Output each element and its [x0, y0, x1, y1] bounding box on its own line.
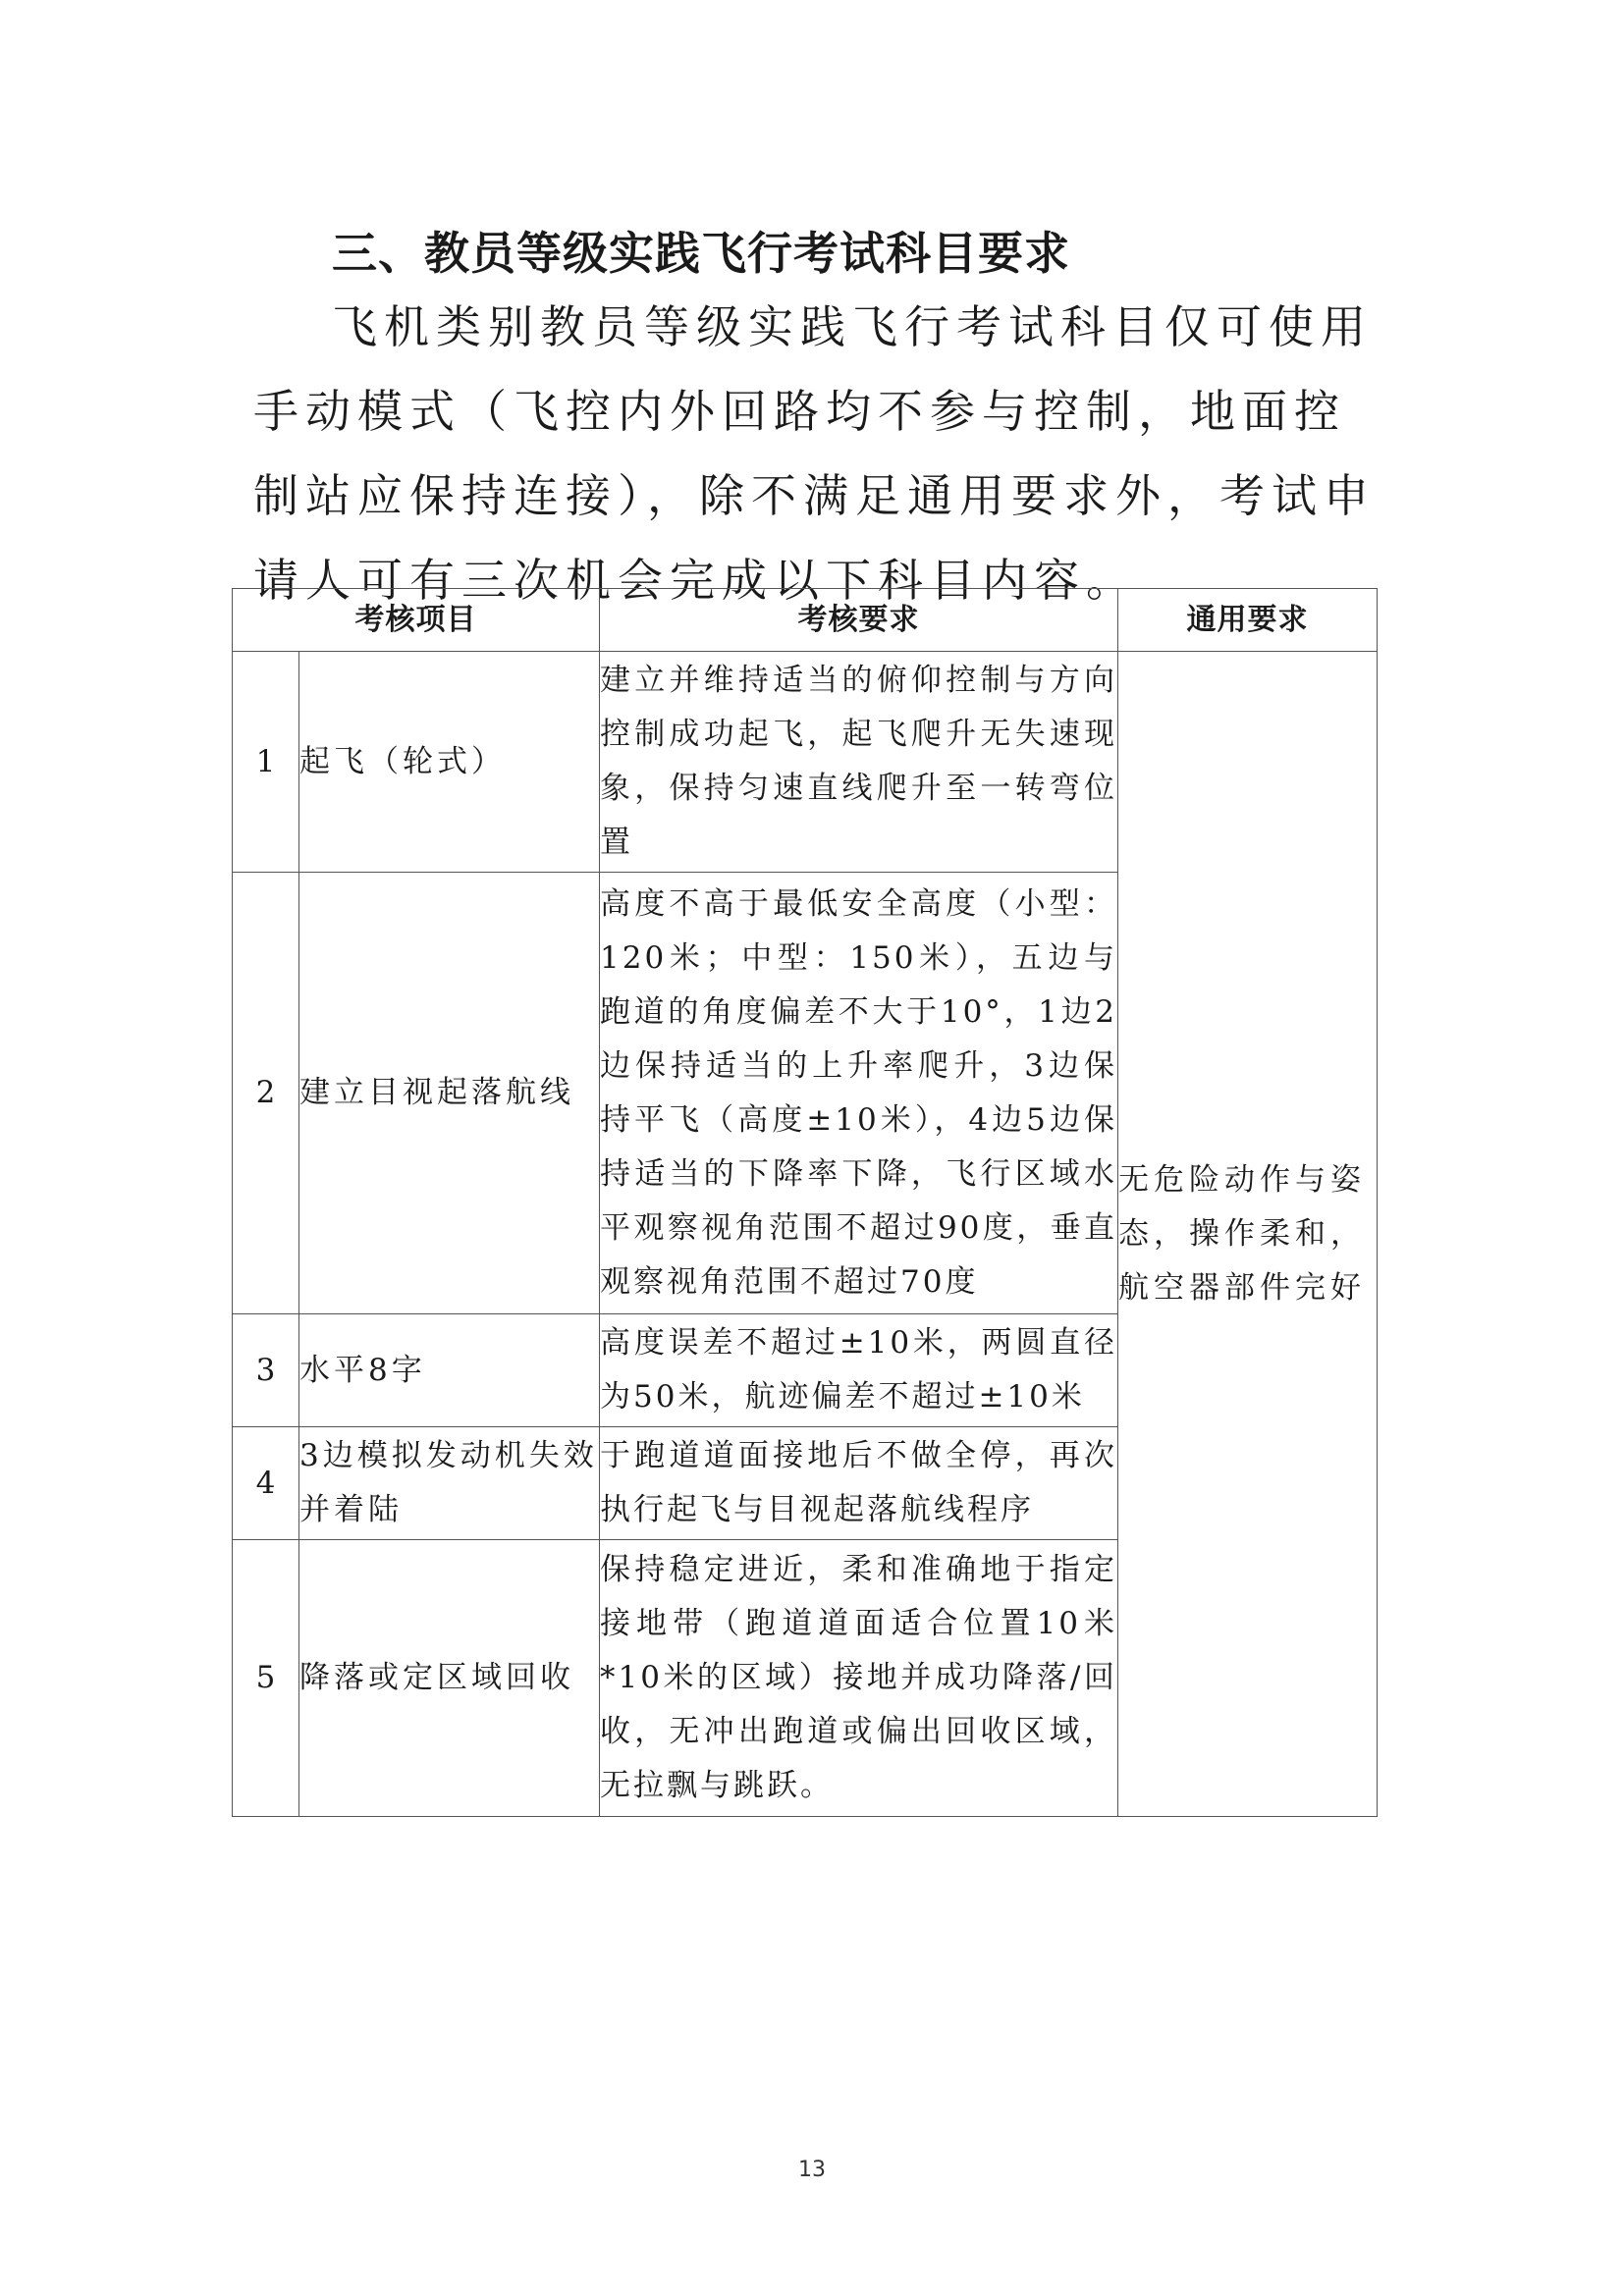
row-requirement: 建立并维持适当的俯仰控制与方向控制成功起飞，起飞爬升无失速现象，保持匀速直线爬升至一转弯位置: [600, 652, 1118, 873]
row-number: 5: [233, 1540, 299, 1817]
intro-paragraph-text: 飞机类别教员等级实践飞行考试科目仅可使用手动模式（飞控内外回路均不参与控制，地面控制站应保持连接），除不满足通用要求外，考试申请人可有三次机会完成以下科目内容。: [253, 300, 1376, 607]
table-header-row: [233, 589, 1378, 652]
row-item: 建立目视起落航线: [299, 873, 600, 1314]
row-number: 4: [233, 1427, 299, 1540]
row-number: 1: [233, 652, 299, 873]
page-number: 13: [798, 2158, 826, 2182]
row-number: 2: [233, 873, 299, 1314]
table-row: [233, 652, 1378, 873]
row-item: 降落或定区域回收: [299, 1540, 600, 1817]
general-requirement: 无危险动作与姿态，操作柔和，航空器部件完好: [1118, 652, 1378, 1817]
section-heading: 三、教员等级实践飞行考试科目要求: [332, 227, 1070, 280]
row-item: 3边模拟发动机失效并着陆: [299, 1427, 600, 1540]
row-number: 3: [233, 1314, 299, 1427]
row-requirement: 于跑道道面接地后不做全停，再次执行起飞与目视起落航线程序: [600, 1427, 1118, 1540]
header-requirement: 考核要求: [600, 589, 1118, 652]
row-requirement: 高度不高于最低安全高度（小型：120米；中型：150米），五边与跑道的角度偏差不大于10°，1边2边保持适当的上升率爬升，3边保持平飞（高度±10米），4边5边保持适当的下降率下降，飞行区域水平观察视角范围不超过90度，垂直观察视角范围不超过70度: [600, 873, 1118, 1314]
exam-requirements-table: [232, 588, 1378, 1817]
row-requirement: 保持稳定进近，柔和准确地于指定接地带（跑道道面适合位置10米*10米的区域）接地并成功降落/回收，无冲出跑道或偏出回收区域，无拉飘与跳跃。: [600, 1540, 1118, 1817]
row-item: 水平8字: [299, 1314, 600, 1427]
row-item: 起飞（轮式）: [299, 652, 600, 873]
header-general: 通用要求: [1118, 589, 1378, 652]
intro-paragraph: [253, 285, 1392, 622]
header-item: 考核项目: [233, 589, 600, 652]
row-requirement: 高度误差不超过±10米，两圆直径为50米，航迹偏差不超过±10米: [600, 1314, 1118, 1427]
